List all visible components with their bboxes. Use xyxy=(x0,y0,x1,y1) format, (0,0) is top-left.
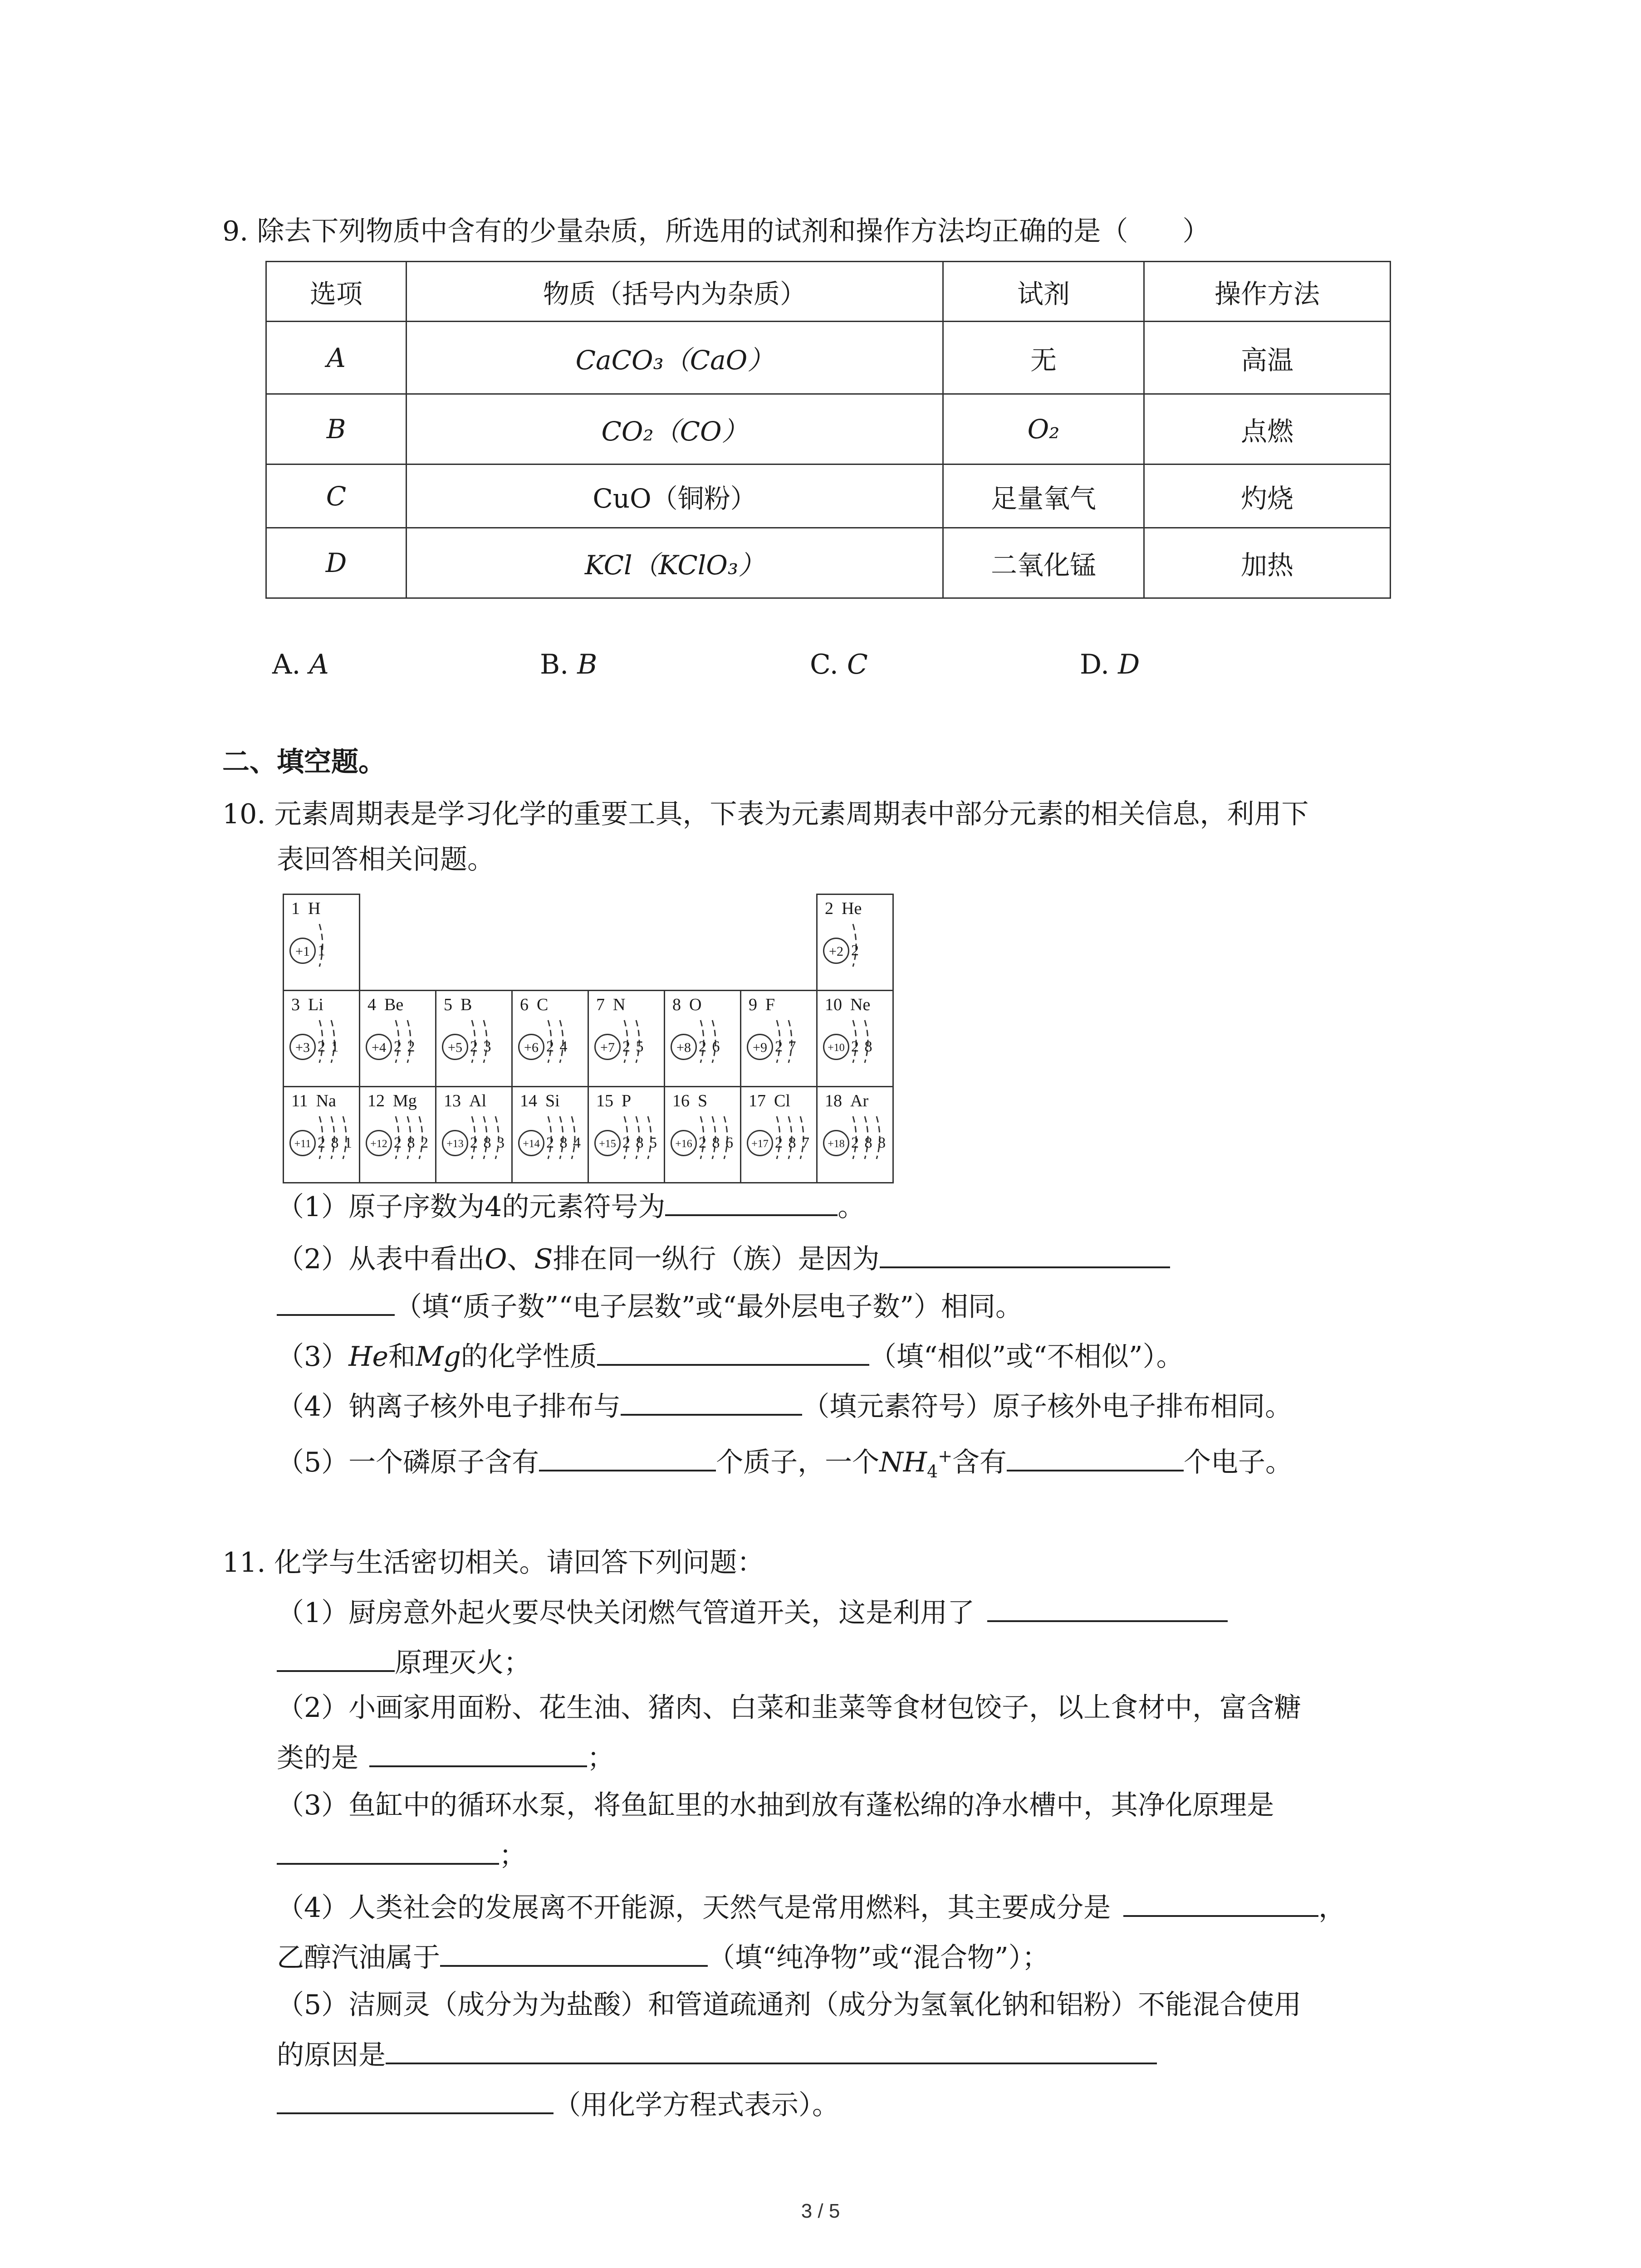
electron-shells: 2 8 7 xyxy=(775,1134,810,1151)
element-label xyxy=(367,995,403,1015)
periodic-table-figure xyxy=(283,894,893,1182)
q11-part1-end: 原理灭火； xyxy=(395,1647,531,1679)
element-label xyxy=(596,995,625,1015)
atomic-number: 3 xyxy=(291,995,300,1014)
q10-part5 xyxy=(277,1438,1293,1490)
element-cell-he xyxy=(816,894,894,991)
table-row xyxy=(266,528,1391,598)
nucleus-circle: +10 xyxy=(823,1034,849,1060)
electron-shells: 2 3 xyxy=(470,1038,492,1055)
element-symbol: Cl xyxy=(774,1091,790,1110)
nucleus-circle: +8 xyxy=(671,1034,697,1060)
choice-value: A xyxy=(309,649,329,680)
q10-formula-sub: 4 xyxy=(927,1461,938,1481)
section-heading: 二、填空题。 xyxy=(222,746,386,778)
electron-shells: 2 8 xyxy=(851,1038,873,1055)
electron-shells: 2 8 4 xyxy=(546,1134,582,1151)
nucleus-circle: +1 xyxy=(289,938,316,964)
q9-choice-b[interactable] xyxy=(540,646,597,683)
nucleus-circle: +6 xyxy=(518,1034,544,1060)
element-symbol: H xyxy=(308,899,321,918)
nucleus-circle: +5 xyxy=(442,1034,468,1060)
atomic-number: 16 xyxy=(672,1091,690,1110)
q9-cell-reagent: 足量氧气 xyxy=(943,464,1144,528)
q11-part5: （5）洁厕灵（成分为为盐酸）和管道疏通剂（成分为氢氧化钠和铝粉）不能混合使用 xyxy=(277,1989,1302,2021)
nucleus-circle: +14 xyxy=(518,1130,544,1156)
choice-label: B. xyxy=(540,649,569,680)
q9-cell-reagent: O₂ xyxy=(943,394,1144,464)
q11-part2-cont xyxy=(277,1737,614,1776)
answer-blank[interactable] xyxy=(987,1592,1228,1622)
atomic-number: 14 xyxy=(520,1091,537,1110)
nucleus-circle: +17 xyxy=(747,1130,773,1156)
electron-shells: 1 xyxy=(318,942,326,959)
atomic-number: 4 xyxy=(367,995,376,1014)
q10-stem-line1: 10. 元素周期表是学习化学的重要工具，下表为元素周期表中部分元素的相关信息，利用下 xyxy=(222,798,1309,830)
answer-blank[interactable] xyxy=(597,1336,869,1366)
element-symbol: O xyxy=(689,995,702,1014)
element-cell-c xyxy=(511,990,589,1087)
nucleus-circle: +16 xyxy=(671,1130,697,1156)
q11-part1 xyxy=(277,1592,1228,1631)
q10-separator: 、 xyxy=(507,1243,534,1275)
element-label xyxy=(291,899,320,919)
q10-formula-nh: NH xyxy=(879,1447,927,1478)
electron-shells: 2 4 xyxy=(546,1038,568,1055)
q9-cell-option: C xyxy=(266,464,407,528)
element-label xyxy=(444,1091,486,1111)
q10-part3-hint: （填“相似”或“不相似”）。 xyxy=(869,1341,1184,1373)
electron-shells: 2 8 3 xyxy=(470,1134,505,1151)
q11-part2: （2）小画家用面粉、花生油、猪肉、白菜和韭菜等食材包饺子，以上食材中，富含糖 xyxy=(277,1692,1302,1724)
q10-symbol-s: S xyxy=(534,1243,553,1275)
nucleus-circle: +18 xyxy=(823,1130,849,1156)
electron-shells: 2 8 6 xyxy=(699,1134,734,1151)
element-symbol: Al xyxy=(469,1091,486,1110)
element-cell-ar xyxy=(816,1086,894,1183)
element-symbol: Na xyxy=(316,1091,336,1110)
element-symbol: He xyxy=(842,899,862,918)
atomic-number: 6 xyxy=(520,995,529,1014)
q9-choice-c[interactable] xyxy=(810,646,868,683)
q9-cell-substance: CaCO₃（CaO） xyxy=(407,322,943,394)
q11-part3-end: ； xyxy=(499,1840,526,1872)
q9-cell-option: A xyxy=(266,322,407,394)
nucleus-circle: +2 xyxy=(823,938,849,964)
element-symbol: F xyxy=(765,995,775,1014)
q10-part3-text2: 的化学性质 xyxy=(460,1341,597,1373)
nucleus-circle: +4 xyxy=(366,1034,392,1060)
atomic-number: 17 xyxy=(749,1091,766,1110)
element-cell-al xyxy=(435,1086,513,1183)
table-row xyxy=(266,322,1391,394)
element-cell-na xyxy=(283,1086,360,1183)
atomic-number: 8 xyxy=(672,995,681,1014)
q9-cell-reagent: 二氧化锰 xyxy=(943,528,1144,598)
nucleus-circle: +7 xyxy=(594,1034,621,1060)
element-cell-f xyxy=(740,990,818,1087)
element-label xyxy=(520,995,548,1015)
choice-label: D. xyxy=(1080,649,1110,680)
answer-blank[interactable] xyxy=(386,2034,1157,2064)
atomic-number: 13 xyxy=(444,1091,461,1110)
element-symbol: B xyxy=(460,995,472,1014)
q10-symbol-he: He xyxy=(348,1341,389,1373)
element-symbol: Si xyxy=(545,1091,560,1110)
q11-part3: （3）鱼缸中的循环水泵，将鱼缸里的水抽到放有蓬松绵的净水槽中，其净化原理是 xyxy=(277,1789,1274,1821)
q10-part5-end: 个电子。 xyxy=(1184,1447,1293,1478)
element-label xyxy=(825,899,862,919)
element-label xyxy=(749,1091,790,1111)
element-symbol: S xyxy=(698,1091,708,1110)
q10-part2-hint: （填“质子数”“电子层数”或“最外层电子数”）相同。 xyxy=(395,1291,1023,1323)
q11-part4-hint: （填“纯净物”或“混合物”）； xyxy=(708,1942,1049,1974)
q11-part4-text: （4）人类社会的发展离不开能源，天然气是常用燃料，其主要成分是 xyxy=(277,1892,1111,1924)
answer-blank[interactable] xyxy=(277,1286,395,1316)
atomic-number: 2 xyxy=(825,899,833,918)
choice-value: C xyxy=(847,649,868,680)
element-label xyxy=(291,1091,336,1111)
element-cell-mg xyxy=(359,1086,436,1183)
q10-formula-sup: + xyxy=(938,1446,953,1466)
element-cell-cl xyxy=(740,1086,818,1183)
q11-part5-hint: （用化学方程式表示）。 xyxy=(554,2089,839,2121)
q9-table-header-row xyxy=(266,262,1391,322)
nucleus-circle: +12 xyxy=(366,1130,392,1156)
q9-cell-substance: CuO（铜粉） xyxy=(407,464,943,528)
answer-blank[interactable] xyxy=(665,1186,838,1216)
q11-part4 xyxy=(277,1887,1346,1926)
answer-blank[interactable] xyxy=(1123,1887,1318,1917)
q10-stem-line2: 表回答相关问题。 xyxy=(277,844,495,875)
q9-cell-substance: KCl（KClO₃） xyxy=(407,528,943,598)
element-label xyxy=(520,1091,560,1111)
answer-blank[interactable] xyxy=(1007,1442,1184,1471)
answer-blank[interactable] xyxy=(440,1937,708,1967)
q10-part2-text2: 排在同一纵行（族）是因为 xyxy=(553,1243,880,1275)
page-number: 3 / 5 xyxy=(801,2200,840,2222)
q11-part5-cont2 xyxy=(277,2084,839,2123)
element-cell-o xyxy=(664,990,741,1087)
atomic-number: 10 xyxy=(825,995,842,1014)
q10-part3-text: （3） xyxy=(277,1341,349,1373)
q9-cell-method: 高温 xyxy=(1144,322,1391,394)
element-cell-ne xyxy=(816,990,894,1087)
q11-part4-comma: ， xyxy=(1318,1892,1346,1924)
answer-blank[interactable] xyxy=(277,1642,395,1672)
electron-shells: 2 8 8 xyxy=(851,1134,887,1151)
electron-shells: 2 8 5 xyxy=(622,1134,658,1151)
q10-part1-end: 。 xyxy=(838,1191,865,1223)
element-cell-h xyxy=(283,894,360,991)
q10-part4 xyxy=(277,1386,1292,1425)
q11-stem: 11. 化学与生活密切相关。请回答下列问题： xyxy=(222,1547,764,1579)
q10-part4-hint: （填元素符号）原子核外电子排布相同。 xyxy=(802,1391,1293,1422)
electron-shells: 2 8 1 xyxy=(318,1134,353,1151)
q10-part2-cont xyxy=(277,1286,1023,1325)
element-symbol: Ne xyxy=(850,995,871,1014)
electron-shells: 2 1 xyxy=(318,1038,340,1055)
q9-header-substance: 物质（括号内为杂质） xyxy=(407,262,943,322)
element-cell-li xyxy=(283,990,360,1087)
element-symbol: Be xyxy=(384,995,404,1014)
element-cell-p xyxy=(588,1086,665,1183)
element-label xyxy=(672,995,701,1015)
q9-header-method: 操作方法 xyxy=(1144,262,1391,322)
table-row xyxy=(266,464,1391,528)
q9-cell-method: 灼烧 xyxy=(1144,464,1391,528)
element-symbol: Ar xyxy=(850,1091,869,1110)
q10-part2-text: （2）从表中看出 xyxy=(277,1243,485,1275)
q10-symbol-o: O xyxy=(485,1243,507,1275)
q9-choice-d[interactable] xyxy=(1080,646,1140,683)
electron-shells: 2 2 xyxy=(394,1038,416,1055)
q11-part5-text: 的原因是 xyxy=(277,2039,386,2071)
q9-cell-method: 加热 xyxy=(1144,528,1391,598)
atomic-number: 9 xyxy=(749,995,757,1014)
element-symbol: Li xyxy=(308,995,323,1014)
q10-part1 xyxy=(277,1186,865,1225)
q10-part2 xyxy=(277,1238,1170,1277)
element-label xyxy=(367,1091,417,1111)
q10-part5-text2: 个质子，一个 xyxy=(716,1447,880,1478)
element-symbol: P xyxy=(622,1091,632,1110)
q9-stem: 9. 除去下列物质中含有的少量杂质，所选用的试剂和操作方法均正确的是（ ） xyxy=(222,215,1210,247)
atomic-number: 11 xyxy=(291,1091,308,1110)
element-label xyxy=(672,1091,707,1111)
atomic-number: 15 xyxy=(596,1091,613,1110)
q9-cell-method: 点燃 xyxy=(1144,394,1391,464)
element-symbol: Mg xyxy=(393,1091,417,1110)
answer-blank[interactable] xyxy=(539,1442,716,1471)
answer-blank[interactable] xyxy=(880,1238,1170,1268)
element-cell-n xyxy=(588,990,665,1087)
electron-shells: 2 5 xyxy=(622,1038,645,1055)
element-symbol: C xyxy=(537,995,549,1014)
q10-symbol-mg: Mg xyxy=(416,1341,461,1373)
element-label xyxy=(596,1091,631,1111)
electron-shells: 2 6 xyxy=(699,1038,721,1055)
choice-label: C. xyxy=(810,649,838,680)
choice-label: A. xyxy=(272,649,301,680)
answer-blank[interactable] xyxy=(369,1737,587,1767)
q10-part5-text: （5）一个磷原子含有 xyxy=(277,1447,539,1478)
q10-part4-text: （4）钠离子核外电子排布与 xyxy=(277,1391,621,1422)
q9-options-table xyxy=(265,261,1391,599)
element-cell-b xyxy=(435,990,513,1087)
answer-blank[interactable] xyxy=(277,2084,554,2114)
q9-header-reagent: 试剂 xyxy=(943,262,1144,322)
element-symbol: N xyxy=(613,995,626,1014)
choice-value: B xyxy=(577,649,598,680)
q11-part4-text2: 乙醇汽油属于 xyxy=(277,1942,440,1974)
electron-shells: 2 8 2 xyxy=(394,1134,429,1151)
q10-and: 和 xyxy=(388,1341,416,1373)
atomic-number: 12 xyxy=(367,1091,385,1110)
nucleus-circle: +11 xyxy=(289,1130,316,1156)
nucleus-circle: +9 xyxy=(747,1034,773,1060)
q11-part3-cont xyxy=(277,1835,526,1874)
nucleus-circle: +3 xyxy=(289,1034,316,1060)
element-label xyxy=(749,995,775,1015)
atomic-number: 5 xyxy=(444,995,452,1014)
q10-part3 xyxy=(277,1336,1184,1375)
q9-cell-reagent: 无 xyxy=(943,322,1144,394)
atomic-number: 7 xyxy=(596,995,605,1014)
element-label xyxy=(291,995,323,1015)
q9-cell-option: B xyxy=(266,394,407,464)
q11-part5-cont xyxy=(277,2034,1157,2073)
atomic-number: 1 xyxy=(291,899,300,918)
answer-blank[interactable] xyxy=(621,1386,802,1416)
q11-part1-cont xyxy=(277,1642,531,1681)
q10-part1-text: （1）原子序数为4的元素符号为 xyxy=(277,1191,666,1223)
q9-choice-a[interactable] xyxy=(272,646,329,683)
element-cell-s xyxy=(664,1086,741,1183)
choice-value: D xyxy=(1118,649,1140,680)
q11-part2-text: 类的是 xyxy=(277,1742,358,1774)
nucleus-circle: +13 xyxy=(442,1130,468,1156)
q9-cell-option: D xyxy=(266,528,407,598)
q9-cell-substance: CO₂（CO） xyxy=(407,394,943,464)
element-label xyxy=(825,1091,868,1111)
nucleus-circle: +15 xyxy=(594,1130,621,1156)
element-label xyxy=(444,995,472,1015)
q11-part1-text: （1）厨房意外起火要尽快关闭燃气管道开关，这是利用了 xyxy=(277,1597,975,1629)
electron-shells: 2 7 xyxy=(775,1038,797,1055)
q11-part2-end: ； xyxy=(587,1742,614,1774)
table-row xyxy=(266,394,1391,464)
q11-part4-cont xyxy=(277,1937,1049,1976)
element-label xyxy=(825,995,870,1015)
electron-shells: 2 xyxy=(851,942,860,959)
element-cell-si xyxy=(511,1086,589,1183)
q9-header-option: 选项 xyxy=(266,262,407,322)
atomic-number: 18 xyxy=(825,1091,842,1110)
q10-part5-text3: 含有 xyxy=(952,1447,1007,1478)
answer-blank[interactable] xyxy=(277,1835,499,1865)
element-cell-be xyxy=(359,990,436,1087)
